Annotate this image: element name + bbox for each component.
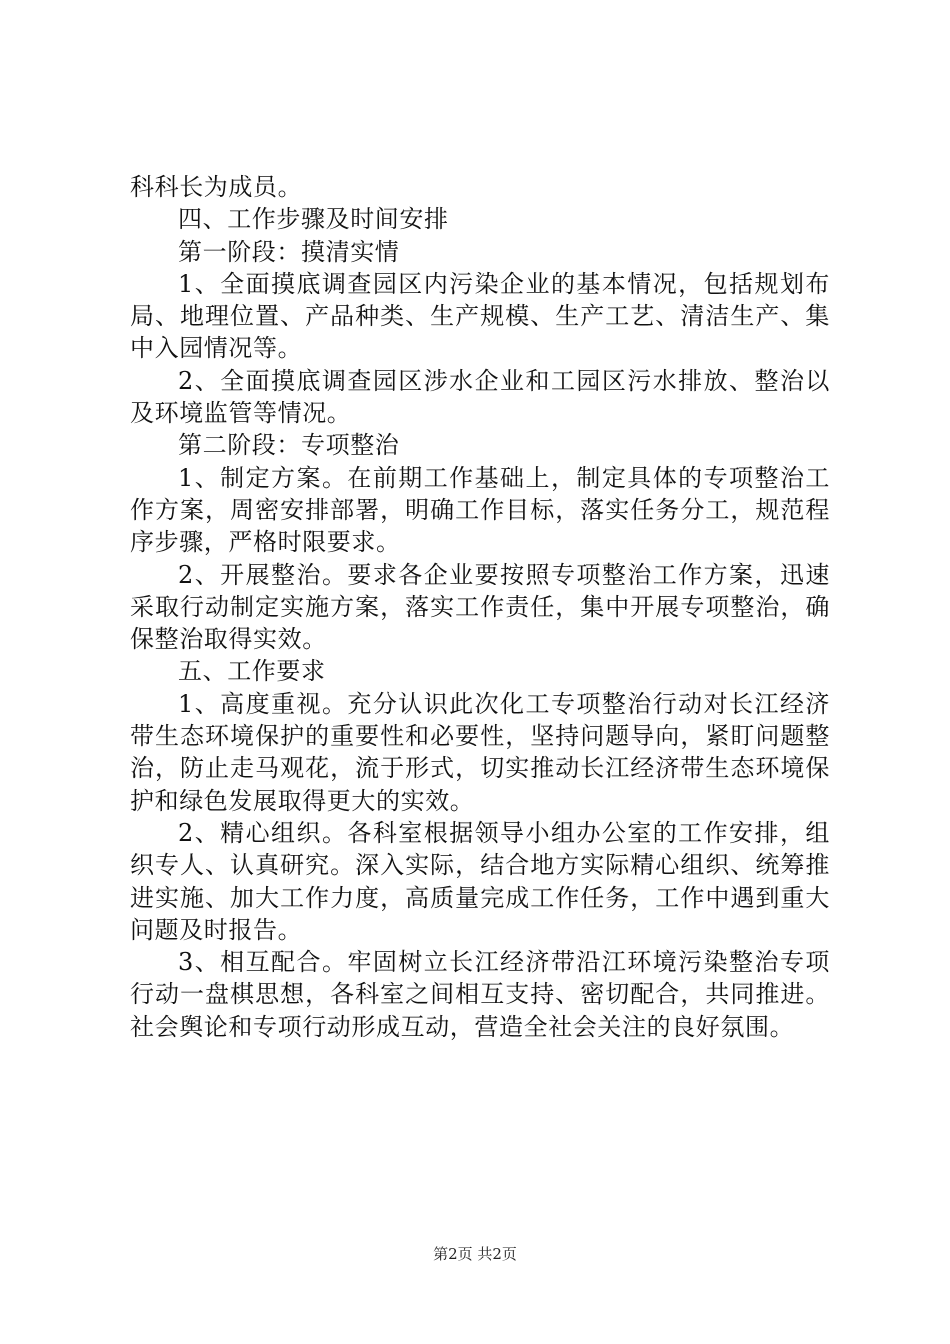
paragraph-stage2-item2: 2、开展整治。要求各企业要按照专项整治工作方案，迅速采取行动制定实施方案，落实工作责任，集中开展专项整治，确保整治取得实效。 xyxy=(130,560,830,654)
section-heading-5: 五、工作要求 xyxy=(178,657,326,686)
paragraph-1: 科科长为成员。 xyxy=(130,173,303,201)
paragraph-stage2-item1: 1、制定方案。在前期工作基础上，制定具体的专项整治工作方案，周密安排部署，明确工作目标，落实任务分工，规范程序步骤，严格时限要求。 xyxy=(130,463,830,557)
document-body xyxy=(130,171,830,1043)
paragraph-requirement-1: 1、高度重视。充分认识此次化工专项整治行动对长江经济带生态环境保护的重要性和必要性，坚持问题导向，紧盯问题整治，防止走马观花，流于形式，切实推动长江经济带生态环境保护和绿色发展取得更大的实效。 xyxy=(130,689,830,815)
section-heading-4: 四、工作步骤及时间安排 xyxy=(178,205,449,234)
paragraph-stage1-item1: 1、全面摸底调查园区内污染企业的基本情况，包括规划布局、地理位置、产品种类、生产规模、生产工艺、清洁生产、集中入园情况等。 xyxy=(130,269,830,363)
page-footer: 第2页 共2页 xyxy=(433,1245,517,1263)
paragraph-requirement-3: 3、相互配合。牢固树立长江经济带沿江环境污染整治专项行动一盘棋思想，各科室之间相互支持、密切配合，共同推进。社会舆论和专项行动形成互动，营造全社会关注的良好氛围。 xyxy=(130,948,830,1041)
stage-heading-1: 第一阶段：摸清实情 xyxy=(178,237,400,266)
stage-heading-2: 第二阶段：专项整治 xyxy=(178,431,400,460)
paragraph-requirement-2: 2、精心组织。各科室根据领导小组办公室的工作安排，组织专人、认真研究。深入实际，结合地方实际精心组织、统筹推进实施、加大工作力度，高质量完成工作任务，工作中遇到重大问题及时报告。 xyxy=(130,818,830,944)
paragraph-stage1-item2: 2、全面摸底调查园区涉水企业和工园区污水排放、整治以及环境监管等情况。 xyxy=(130,366,830,428)
